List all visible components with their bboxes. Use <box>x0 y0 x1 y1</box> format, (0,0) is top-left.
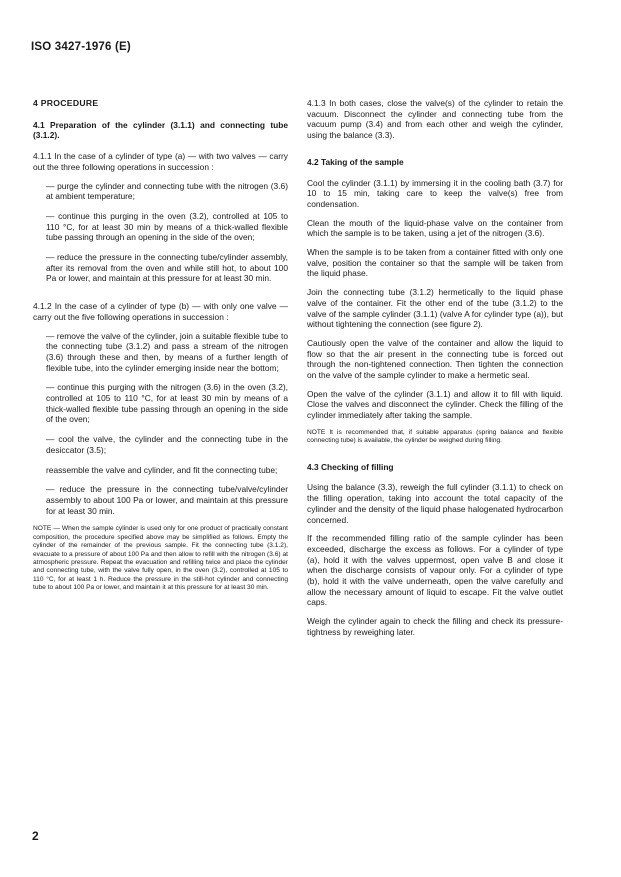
list-item: — reduce the pressure in the connecting tube/valve/cylinder assembly to about 100 Pa or lower, and maintain at this pressure for at least 30 min. <box>46 484 288 516</box>
paragraph-4-1-2: 4.1.2 In the case of a cylinder of type (b) — with only one valve — carry out the five following operations in succession : <box>33 301 288 322</box>
list-item: — remove the valve of the cylinder, join a suitable flexible tube to the connecting tube (3.1.2) and pass a stream of the nitrogen (3.6) through these and then, by means of a further length of flexible tube, into the cylinder emerging inside near the bottom; <box>46 330 288 373</box>
subsection-4-3-heading: 4.3 Checking of filling <box>307 461 394 472</box>
list-item: — continue this purging in the oven (3.2), controlled at 105 to 110 °C, for at least 30 min by means of a thick-walled flexible tube passing through an opening in the side of the oven; <box>46 210 288 243</box>
paragraph-4-2: Open the valve of the cylinder (3.1.1) and allow it to fill with liquid. Close the valves and disconnect the cylinder. Check the filling of the cylinder immediately after taking the sample. <box>307 388 563 421</box>
paragraph-4-3: If the recommended filling ratio of the sample cylinder has been exceeded, discharge the excess as follows. For a cylinder of type (a), hold it with the valves uppermost, open valve B and close it when the discharge consists of vapour only. For a cylinder of type (b), hold it with the valve underneath, open the valve carefully and allow the necessary amount of liquid to escape. Fit the valve outlet caps. <box>307 533 563 608</box>
paragraph-4-2: Join the connecting tube (3.1.2) hermetically to the liquid phase valve of the container. Fit the other end of the tube (3.1.2) to the valve of the sample cylinder (3.1.1) (valve A for cylinder type (a)), but without tightening the connection (see figure 2). <box>307 287 563 330</box>
note-4-1: NOTE — When the sample cylinder is used only for one product of practically constant composition, the procedure specified above may be simplified as follows. Empty the cylinder of the remainder of the previous sample. Fit the connecting tube (3.1.2), evacuate to a pressure of about 100 Pa and then allow to refill with the nitrogen (3.6) at atmospheric pressure. Repeat the evacuation and refilling twice and place the cylinder and connecting tube, with the valve fully open, in the oven (3.2), controlled at 105 to 110 °C, for at least 1 h. Reduce the pressure in the still-hot cylinder and connecting tube to about 100 Pa or lower, and maintain it at this pressure for at least 30 min. <box>33 525 288 592</box>
list-item: — continue this purging with the nitrogen (3.6) in the oven (3.2), controlled at 105 to 110 °C, for at least 30 min by means of a thick-walled flexible tube passing through an opening in the side of the oven; <box>46 382 288 425</box>
right-column <box>307 98 563 646</box>
section-title: 4 PROCEDURE <box>33 98 99 108</box>
paragraph-4-3: Weigh the cylinder again to check the filling and check its pressure-tightness by reweighing later. <box>307 616 563 637</box>
page-number: 2 <box>32 829 39 843</box>
paragraph-4-1-3: 4.1.3 In both cases, close the valve(s) of the cylinder to retain the vacuum. Disconnect the cylinder and connecting tube from the vacuum pump (3.4) and from each other and weigh the cylinder, using the balance (3.3). <box>307 98 563 141</box>
paragraph-4-2: Cautiously open the valve of the container and allow the liquid to flow so that the air present in the connecting tube is forced out through the non-tightened connection. Then tighten the connection on the valve of the sample cylinder to make a hermetic seal. <box>307 337 563 381</box>
paragraph-4-2: Clean the mouth of the liquid-phase valve on the container from which the sample is to be taken, using a jet of the nitrogen (3.6). <box>307 217 563 239</box>
left-column <box>33 98 288 601</box>
list-item: — reduce the pressure in the connecting tube/cylinder assembly, after its removal from the oven and while still hot, to about 100 Pa or lower, and maintain at this pressure for at least 30 min. <box>46 252 288 284</box>
document-header: ISO 3427-1976 (E) <box>31 41 131 53</box>
subsection-4-1-heading: 4.1 Preparation of the cylinder (3.1.1) and connecting tube (3.1.2). <box>33 119 288 141</box>
paragraph-4-2: Cool the cylinder (3.1.1) by immersing it in the cooling bath (3.7) for 10 to 15 min, taking care to keep the valve(s) free from condensation. <box>307 177 563 209</box>
subsection-4-2-heading: 4.2 Taking of the sample <box>307 156 404 167</box>
paragraph-4-3: Using the balance (3.3), reweigh the full cylinder (3.1.1) to check on the filling operation, taking into account the total capacity of the cylinder and the density of the liquid phase halogenated hydrocarbon concerned. <box>307 482 563 525</box>
list-item: — cool the valve, the cylinder and the connecting tube in the desiccator (3.5); <box>46 434 288 455</box>
paragraph-4-2: When the sample is to be taken from a container fitted with only one valve, position the container so that the sample will be taken from the liquid phase. <box>307 247 563 279</box>
paragraph-4-1-1: 4.1.1 In the case of a cylinder of type (a) — with two valves — carry out the three following operations in succession : <box>33 151 288 172</box>
list-item: reassemble the valve and cylinder, and fit the connecting tube; <box>46 464 278 475</box>
list-item: — purge the cylinder and connecting tube with the nitrogen (3.6) at ambient temperature; <box>46 180 288 202</box>
note-4-2: NOTE It is recommended that, if suitable apparatus (spring balance and flexible connecting tube) is available, the cylinder be weighed during filling. <box>307 428 563 445</box>
